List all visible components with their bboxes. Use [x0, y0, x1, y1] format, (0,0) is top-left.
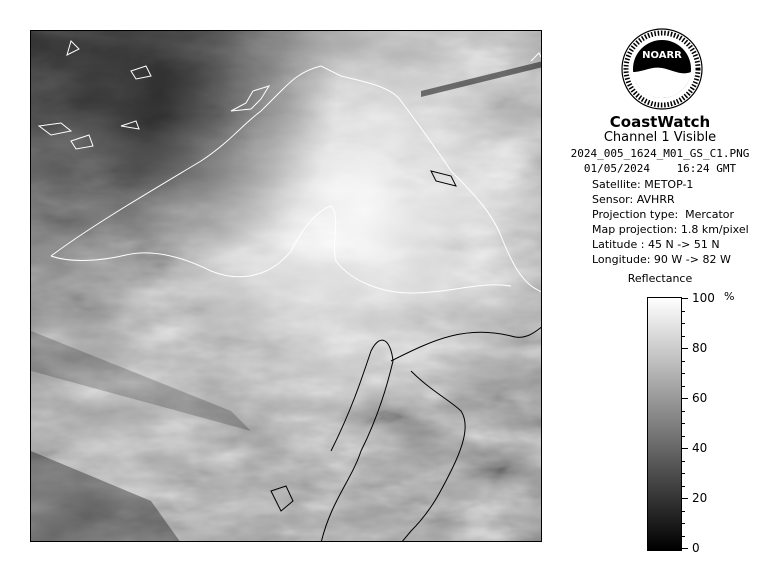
colorbar-tick	[682, 398, 688, 399]
colorbar-tick-label: 0	[692, 541, 700, 555]
info-map-projection: Map projection: 1.8 km/pixel	[592, 223, 749, 236]
colorbar-minor-tick	[682, 311, 685, 312]
legend-unit: %	[724, 290, 735, 303]
info-latitude: Latitude : 45 N -> 51 N	[592, 238, 720, 251]
colorbar-minor-tick	[682, 323, 685, 324]
colorbar-minor-tick	[682, 411, 685, 412]
reflectance-colorbar	[647, 297, 682, 551]
colorbar-minor-tick	[682, 523, 685, 524]
satellite-image	[30, 30, 542, 542]
info-satellite: Satellite: METOP-1	[592, 178, 694, 191]
colorbar-minor-tick	[682, 536, 685, 537]
colorbar-tick	[682, 448, 688, 449]
colorbar-tick-label: 60	[692, 391, 708, 405]
colorbar-minor-tick	[682, 461, 685, 462]
info-longitude: Longitude: 90 W -> 82 W	[592, 253, 731, 266]
colorbar-minor-tick	[682, 373, 685, 374]
date-value: 01/05/2024	[583, 162, 651, 175]
colorbar-minor-tick	[682, 361, 685, 362]
legend-title: Reflectance	[627, 272, 693, 285]
colorbar-tick	[682, 498, 688, 499]
colorbar-tick-label: 80	[692, 341, 708, 355]
colorbar-minor-tick	[682, 473, 685, 474]
colorbar-tick-label: 20	[692, 491, 708, 505]
colorbar-minor-tick	[682, 423, 685, 424]
logo-text: NOARR	[642, 50, 682, 61]
satellite-image-canvas	[31, 31, 542, 542]
date-time-line	[560, 162, 760, 175]
colorbar-tick-label: 40	[692, 441, 708, 455]
colorbar-minor-tick	[682, 511, 685, 512]
info-sensor: Sensor: AVHRR	[592, 193, 675, 206]
file-name: 2024_005_1624_M01_GS_C1.PNG	[570, 147, 750, 160]
channel-label: Channel 1 Visible	[603, 130, 717, 145]
app-title: CoastWatch	[609, 113, 711, 131]
colorbar-tick	[682, 548, 688, 549]
colorbar-tick	[682, 298, 688, 299]
colorbar-minor-tick	[682, 486, 685, 487]
colorbar-minor-tick	[682, 386, 685, 387]
time-value: 16:24 GMT	[676, 162, 737, 175]
colorbar-tick	[682, 348, 688, 349]
info-projection-type: Projection type: Mercator	[592, 208, 735, 221]
colorbar-tick-label: 100	[692, 291, 715, 305]
colorbar-minor-tick	[682, 336, 685, 337]
noaa-logo	[621, 28, 703, 110]
colorbar-minor-tick	[682, 436, 685, 437]
